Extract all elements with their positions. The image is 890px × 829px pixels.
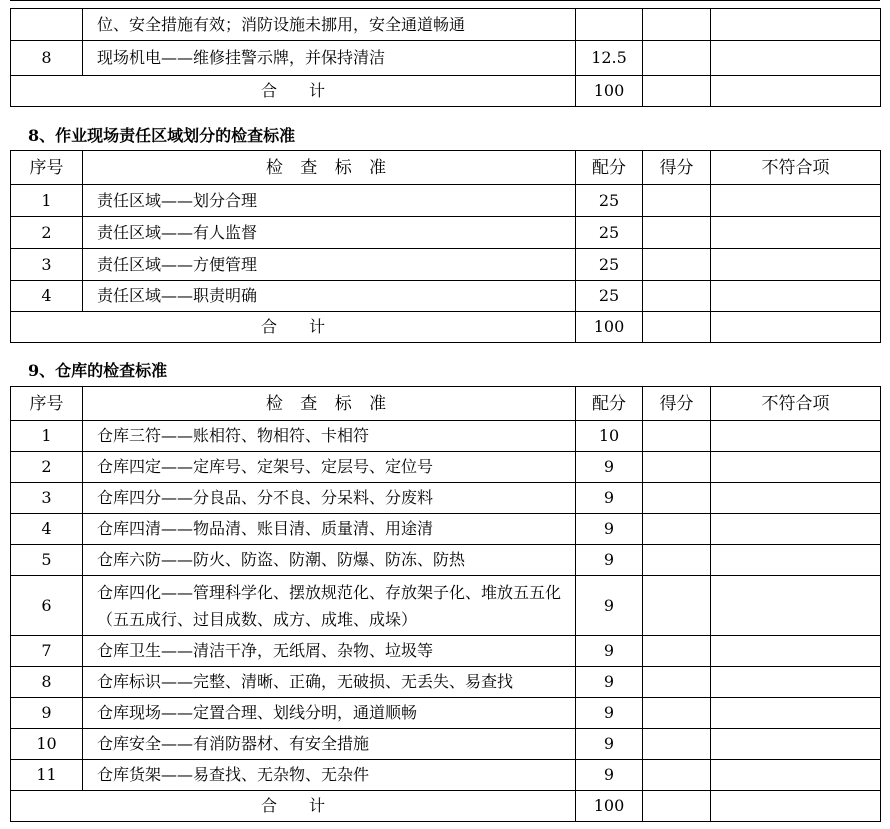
table-row [11, 41, 881, 76]
row-nonconformity [711, 217, 881, 249]
row-got [643, 281, 711, 312]
table-row [11, 249, 881, 281]
row-nonconformity [711, 421, 881, 452]
table-row [11, 217, 881, 249]
row-standard: 仓库四定——定库号、定架号、定层号、定位号 [83, 452, 576, 483]
table-row [11, 667, 881, 698]
row-standard: 仓库四化——管理科学化、摆放规范化、存放架子化、堆放五五化（五五成行、过目成数、成方、成堆、成垛） [83, 576, 576, 636]
row-number: 2 [11, 217, 83, 249]
row-score: 25 [576, 281, 643, 312]
row-got [643, 483, 711, 514]
row-got [643, 514, 711, 545]
table-row [11, 281, 881, 312]
table-row [11, 636, 881, 667]
section-9-title: 9、仓库的检查标准 [28, 361, 168, 380]
row-score: 10 [576, 421, 643, 452]
row-score [576, 9, 643, 41]
row-number: 9 [11, 698, 83, 729]
row-got [643, 185, 711, 217]
row-number: 3 [11, 483, 83, 514]
row-number: 8 [11, 667, 83, 698]
row-nonconformity [711, 483, 881, 514]
row-got [643, 452, 711, 483]
total-label: 合 计 [11, 312, 576, 343]
header-nonconformity: 不符合项 [711, 387, 881, 421]
row-nonconformity [711, 729, 881, 760]
header-got: 得分 [643, 387, 711, 421]
row-number: 5 [11, 545, 83, 576]
row-number: 4 [11, 514, 83, 545]
row-score: 12.5 [576, 41, 643, 76]
row-nonconformity [711, 249, 881, 281]
table-header-row [11, 387, 881, 421]
row-standard: 仓库六防——防火、防盗、防潮、防爆、防冻、防热 [83, 545, 576, 576]
row-nonconformity [711, 636, 881, 667]
total-label: 合 计 [11, 791, 576, 822]
total-row [11, 312, 881, 343]
table-row [11, 421, 881, 452]
row-score: 9 [576, 545, 643, 576]
row-nonconformity [711, 281, 881, 312]
total-got [643, 791, 711, 822]
row-got [643, 729, 711, 760]
row-got [643, 576, 711, 636]
row-nonconformity [711, 185, 881, 217]
header-score: 配分 [576, 151, 643, 185]
row-score: 9 [576, 452, 643, 483]
row-score: 25 [576, 217, 643, 249]
total-nonconformity [711, 312, 881, 343]
row-score: 9 [576, 667, 643, 698]
row-standard: 仓库卫生——清洁干净，无纸屑、杂物、垃圾等 [83, 636, 576, 667]
total-got [643, 312, 711, 343]
row-nonconformity [711, 667, 881, 698]
row-got [643, 636, 711, 667]
row-standard: 责任区域——方便管理 [83, 249, 576, 281]
row-standard: 责任区域——有人监督 [83, 217, 576, 249]
row-standard: 仓库四分——分良品、分不良、分呆料、分废料 [83, 483, 576, 514]
row-standard: 责任区域——划分合理 [83, 185, 576, 217]
row-got [643, 667, 711, 698]
row-nonconformity [711, 760, 881, 791]
row-standard: 仓库安全——有消防器材、有安全措施 [83, 729, 576, 760]
row-nonconformity [711, 41, 881, 76]
total-nonconformity [711, 76, 881, 107]
row-got [643, 545, 711, 576]
row-number: 7 [11, 636, 83, 667]
row-score: 25 [576, 249, 643, 281]
table-row [11, 452, 881, 483]
total-got [643, 76, 711, 107]
total-row [11, 76, 881, 107]
table-row [11, 729, 881, 760]
row-score: 9 [576, 729, 643, 760]
row-standard: 仓库三符——账相符、物相符、卡相符 [83, 421, 576, 452]
total-value: 100 [576, 76, 643, 107]
header-score: 配分 [576, 387, 643, 421]
row-nonconformity [711, 545, 881, 576]
header-got: 得分 [643, 151, 711, 185]
row-standard: 位、安全措施有效；消防设施未挪用，安全通道畅通 [83, 9, 576, 41]
total-value: 100 [576, 791, 643, 822]
header-nonconformity: 不符合项 [711, 151, 881, 185]
table-row [11, 514, 881, 545]
table-row [11, 545, 881, 576]
row-number [11, 9, 83, 41]
row-number: 10 [11, 729, 83, 760]
row-standard: 现场机电——维修挂警示牌，并保持清洁 [83, 41, 576, 76]
row-score: 9 [576, 514, 643, 545]
table-section-9 [10, 386, 881, 822]
row-got [643, 249, 711, 281]
section-8-title: 8、作业现场责任区域划分的检查标准 [28, 126, 296, 145]
header-number: 序号 [11, 387, 83, 421]
row-number: 2 [11, 452, 83, 483]
row-nonconformity [711, 9, 881, 41]
table-row [11, 698, 881, 729]
total-row [11, 791, 881, 822]
row-number: 11 [11, 760, 83, 791]
row-score: 9 [576, 576, 643, 636]
row-got [643, 217, 711, 249]
row-score: 9 [576, 636, 643, 667]
header-standard: 检 查 标 准 [83, 387, 576, 421]
row-nonconformity [711, 452, 881, 483]
total-value: 100 [576, 312, 643, 343]
row-got [643, 760, 711, 791]
row-nonconformity [711, 698, 881, 729]
table-row [11, 576, 881, 636]
total-label: 合 计 [11, 76, 576, 107]
table-row [11, 760, 881, 791]
row-number: 1 [11, 421, 83, 452]
row-score: 9 [576, 760, 643, 791]
row-nonconformity [711, 514, 881, 545]
row-standard: 仓库货架——易查找、无杂物、无杂件 [83, 760, 576, 791]
table-previous-section [10, 8, 881, 107]
row-score: 9 [576, 483, 643, 514]
row-number: 4 [11, 281, 83, 312]
row-number: 3 [11, 249, 83, 281]
total-nonconformity [711, 791, 881, 822]
table-row [11, 483, 881, 514]
row-nonconformity [711, 576, 881, 636]
row-got [643, 421, 711, 452]
row-standard: 仓库四清——物品清、账目清、质量清、用途清 [83, 514, 576, 545]
page-top-rule [10, 0, 880, 1]
table-row [11, 9, 881, 41]
row-standard: 仓库现场——定置合理、划线分明，通道顺畅 [83, 698, 576, 729]
table-row [11, 185, 881, 217]
row-number: 8 [11, 41, 83, 76]
row-got [643, 698, 711, 729]
table-section-8 [10, 150, 881, 343]
row-standard: 仓库标识——完整、清晰、正确，无破损、无丢失、易查找 [83, 667, 576, 698]
row-score: 9 [576, 698, 643, 729]
row-standard: 责任区域——职责明确 [83, 281, 576, 312]
row-got [643, 41, 711, 76]
row-got [643, 9, 711, 41]
table-header-row [11, 151, 881, 185]
header-number: 序号 [11, 151, 83, 185]
row-score: 25 [576, 185, 643, 217]
row-number: 1 [11, 185, 83, 217]
row-number: 6 [11, 576, 83, 636]
header-standard: 检 查 标 准 [83, 151, 576, 185]
